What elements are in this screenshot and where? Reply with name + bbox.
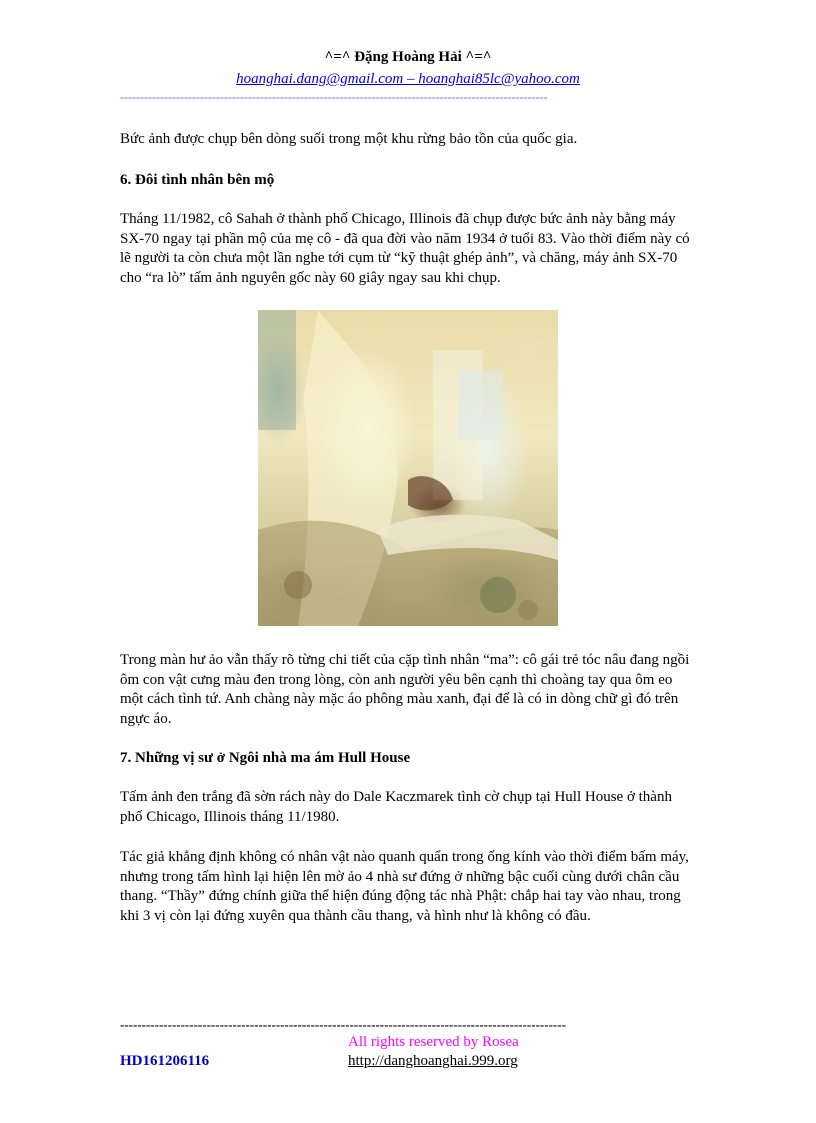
section-6-heading: 6. Đôi tình nhân bên mộ (120, 172, 275, 188)
header-divider: ----------------------------------------------------------------------------------------------------------- (120, 90, 548, 104)
section-6-paragraph-2: Trong màn hư ảo vẫn thấy rõ từng chi tiết của cặp tình nhân “ma”: cô gái trẻ tóc nâu đang ngồi ôm con vật cưng màu đen trong lòng, còn anh người yêu bên cạnh thì choàng tay qua ôm eo một cách tình tứ. Anh chàng này mặc áo phông màu xanh, đại để là có in dòng chữ gì đó trên ngực áo. (120, 652, 690, 727)
section-7-paragraph-1: Tấm ảnh đen trắng đã sờn rách này do Dale Kaczmarek tình cờ chụp tại Hull House ở thành phố Chicago, Illinois tháng 11/1980. (120, 789, 672, 825)
footer-divider: ------------------------------------------------------------------------------------------------------- (120, 1017, 566, 1032)
footer-url-link[interactable]: http://danghoanghai.999.org (348, 1053, 518, 1069)
ghost-couple-photo (258, 310, 558, 626)
footer-rights: All rights reserved by Rosea (348, 1034, 519, 1050)
email-separator[interactable]: – (403, 71, 419, 87)
section-6-paragraph-1: Tháng 11/1982, cô Sahah ở thành phố Chicago, Illinois đã chụp được bức ảnh này bằng máy SX-70 ngay tại phần mộ của mẹ cô - đã qua đời vào năm 1934 ở tuổi 83. Vào thời điểm này có lẽ người ta còn chưa một lần nghe tới cụm từ “kỹ thuật ghép ảnh”, và chăng, máy ảnh SX-70 cho “ra lò” tấm ảnh nguyên gốc này 60 giây ngay sau khi chụp. (120, 211, 690, 286)
email-link-gmail[interactable]: hoanghai.dang@gmail.com (236, 71, 404, 87)
intro-paragraph: Bức ảnh được chụp bên dòng suối trong một khu rừng bảo tồn của quốc gia. (120, 131, 578, 147)
section-7-paragraph-2: Tác giả khẳng định không có nhân vật nào quanh quẩn trong ống kính vào thời điểm bấm máy, nhưng trong tấm hình lại hiện lên mờ ảo 4 nhà sư đứng ở những bậc cuối cùng dưới chân cầu thang. “Thầy” đứng chính giữa thể hiện đúng động tác nhà Phật: chắp hai tay vào nhau, trong khi 3 vị còn lại đứng xuyên qua thành cầu thang, và hình như là không có đầu. (120, 849, 689, 924)
section-7-heading: 7. Những vị sư ở Ngôi nhà ma ám Hull House (120, 750, 411, 766)
footer-doc-code: HD161206116 (120, 1053, 210, 1069)
header-emails (0, 71, 816, 88)
email-link-yahoo[interactable]: hoanghai85lc@yahoo.com (418, 71, 580, 87)
header-title: ^=^ Đặng Hoàng Hải ^=^ (324, 49, 492, 65)
